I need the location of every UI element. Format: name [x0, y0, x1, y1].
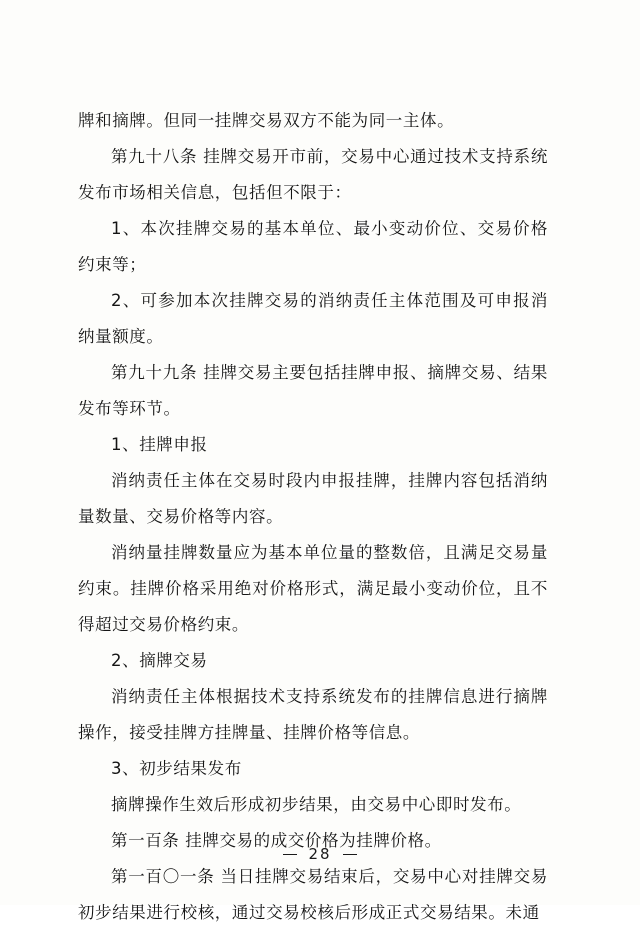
paragraph: 牌和摘牌。但同一挂牌交易双方不能为同一主体。: [78, 111, 455, 130]
paragraph: 消纳量挂牌数量应为基本单位量的整数倍，且满足交易量约束。挂牌价格采用绝对价格形式，满足最小变动价位，且不得超过交易价格约束。: [78, 543, 548, 634]
paragraph: 2、摘牌交易: [111, 651, 208, 670]
document-body: [78, 103, 548, 931]
page-number: 28: [308, 845, 332, 863]
paragraph: 第一百〇一条 当日挂牌交易结束后，交易中心对挂牌交易初步结果进行校核，通过交易校核后形成正式交易结果。未通: [78, 867, 548, 922]
paragraph: 3、初步结果发布: [111, 759, 242, 778]
footer-dash-left: [283, 854, 297, 855]
paragraph: 2、可参加本次挂牌交易的消纳责任主体范围及可申报消纳量额度。: [78, 291, 548, 346]
paragraph: 第九十九条 挂牌交易主要包括挂牌申报、摘牌交易、结果发布等环节。: [78, 363, 548, 418]
page-footer: [0, 845, 640, 863]
paragraph: 1、本次挂牌交易的基本单位、最小变动价位、交易价格约束等；: [78, 219, 548, 274]
paragraph: 消纳责任主体根据技术支持系统发布的挂牌信息进行摘牌操作，接受挂牌方挂牌量、挂牌价格等信息。: [78, 687, 548, 742]
footer-dash-right: [343, 854, 357, 855]
paragraph: 消纳责任主体在交易时段内申报挂牌，挂牌内容包括消纳量数量、交易价格等内容。: [78, 471, 548, 526]
paragraph: 1、挂牌申报: [111, 435, 208, 454]
paragraph: 第一百条 挂牌交易的成交价格为挂牌价格。: [111, 831, 442, 850]
paragraph: 摘牌操作生效后形成初步结果，由交易中心即时发布。: [111, 795, 522, 814]
paragraph: 第九十八条 挂牌交易开市前，交易中心通过技术支持系统发布市场相关信息，包括但不限于：: [78, 147, 548, 202]
